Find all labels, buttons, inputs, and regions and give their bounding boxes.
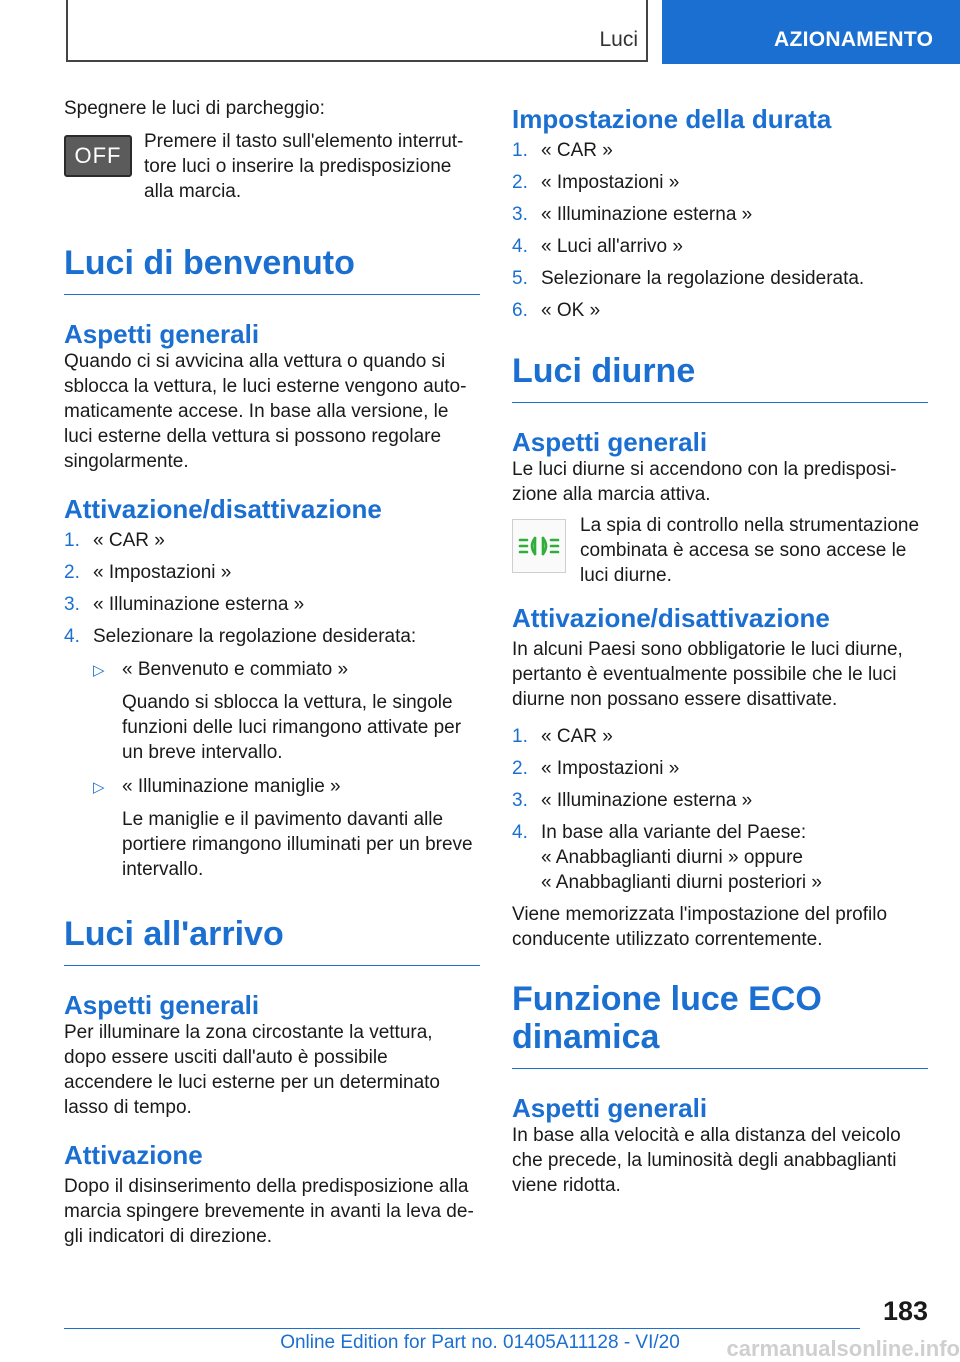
list-item	[512, 788, 928, 813]
step-text: « CAR »	[93, 530, 165, 551]
step-number: 1.	[512, 726, 528, 747]
welcome-lights-title: Luci di benvenuto	[64, 244, 480, 295]
eco-general-text: In base alla velocità e alla distanza del veicolo che precede, la luminosità degli anabbaglianti viene ridotta.	[512, 1125, 901, 1196]
step-number: 3.	[64, 594, 80, 615]
welcome-general-text: Quando ci si avvicina alla vettura o quando si sblocca la vettura, le luci esterne vengono automaticamente accese. In base alla versione, le luci esterne della vettura si possono regolare singolarmente.	[64, 351, 467, 472]
list-item	[512, 298, 928, 323]
step-text: Selezionare la regolazione desiderata.	[541, 268, 865, 289]
option-label: « Benvenuto e commiato »	[122, 659, 349, 680]
step-text: « Impostazioni »	[93, 562, 232, 583]
list-item	[512, 170, 928, 195]
parking-lights-intro: Spegnere le luci di parcheggio:	[64, 98, 325, 119]
header-section-title: Luci	[599, 28, 638, 51]
step-text: Selezionare la regolazione desiderata:	[93, 626, 417, 647]
step-text: « CAR »	[541, 726, 613, 747]
step-number: 3.	[512, 204, 528, 225]
list-item	[512, 202, 928, 227]
triangle-bullet-icon: ▷	[93, 662, 105, 679]
step-text-option: « Anabbaglianti diurni posteriori »	[541, 872, 822, 893]
step-text: « Luci all'arrivo »	[541, 236, 683, 257]
step-number: 2.	[64, 562, 80, 583]
daytime-steps-list	[512, 724, 928, 895]
list-item	[512, 820, 928, 895]
eco-light-title: Funzione luce ECO dinamica	[512, 980, 928, 1069]
arrival-lights-title: Luci all'arrivo	[64, 915, 480, 966]
header-chapter-tab: AZIONAMENTO	[662, 0, 960, 64]
step-number: 2.	[512, 758, 528, 779]
step-text: « Impostazioni »	[541, 758, 680, 779]
step-number: 5.	[512, 268, 528, 289]
step-text: « Illuminazione esterna »	[93, 594, 305, 615]
list-item	[512, 138, 928, 163]
step-text: « Illuminazione esterna »	[541, 790, 753, 811]
daytime-general-title: Aspetti generali	[512, 427, 708, 457]
step-text: « Impostazioni »	[541, 172, 680, 193]
option-description: Le maniglie e il pavimento davanti alle portiere rimangono illuminati per un breve intervallo.	[122, 809, 473, 880]
arrival-activation-title: Attivazione	[64, 1140, 203, 1170]
arrival-general-text: Per illuminare la zona circostante la vettura, dopo essere usciti dall'auto è possibile accendere le luci esterne per un determinato lasso di tempo.	[64, 1022, 441, 1118]
step-number: 1.	[64, 530, 80, 551]
daytime-running-lights-icon	[512, 519, 566, 573]
step-number: 4.	[512, 236, 528, 257]
option-description: Quando si sblocca la vettura, le singole funzioni delle luci rimangono attivate per un breve intervallo.	[122, 692, 462, 763]
left-column	[64, 96, 480, 1249]
step-text-option: « Anabbaglianti diurni » oppure	[541, 847, 803, 868]
welcome-steps-list	[64, 528, 480, 882]
eco-general-title: Aspetti generali	[512, 1093, 708, 1123]
step-number: 6.	[512, 300, 528, 321]
step-number: 4.	[64, 626, 80, 647]
welcome-options-list	[93, 657, 480, 882]
drl-indicator-note	[512, 513, 928, 588]
step-text: « OK »	[541, 300, 601, 321]
option-label: « Illuminazione maniglie »	[122, 776, 341, 797]
arrival-general-title: Aspetti generali	[64, 990, 260, 1020]
daytime-activation-text: In alcuni Paesi sono obbligatorie le luci diurne, pertanto è eventualmente possibile che le luci diurne non possano essere disattivate.	[512, 639, 903, 710]
off-instruction	[64, 129, 480, 204]
daytime-activation-title: Attivazione/disattivazione	[512, 603, 830, 633]
list-item	[64, 528, 480, 553]
footer-divider	[64, 1328, 860, 1329]
step-number: 4.	[512, 822, 528, 843]
list-item	[512, 234, 928, 259]
step-number: 3.	[512, 790, 528, 811]
list-item	[64, 592, 480, 617]
daytime-general-text: Le luci diurne si accendono con la predisposizione alla marcia attiva.	[512, 459, 897, 505]
daytime-memo-text: Viene memorizzata l'impostazione del profilo conducente utilizzato correntemente.	[512, 904, 888, 950]
list-item	[93, 657, 480, 765]
footer-edition: Online Edition for Part no. 01405A11128 - VI/20	[280, 1332, 680, 1353]
off-button-icon: OFF	[64, 135, 132, 177]
daytime-lights-title: Luci diurne	[512, 352, 928, 403]
list-item	[512, 724, 928, 749]
page-number: 183	[882, 1296, 928, 1326]
step-text: In base alla variante del Paese:	[541, 822, 807, 843]
step-number: 2.	[512, 172, 528, 193]
header-frame	[66, 0, 648, 62]
list-item	[512, 756, 928, 781]
list-item	[64, 560, 480, 585]
triangle-bullet-icon: ▷	[93, 779, 105, 796]
list-item	[512, 266, 928, 291]
step-number: 1.	[512, 140, 528, 161]
arrival-activation-text: Dopo il disinserimento della predisposizione alla marcia spingere brevemente in avanti la leva degli indicatori di direzione.	[64, 1176, 474, 1247]
welcome-general-title: Aspetti generali	[64, 319, 260, 349]
step-text: « CAR »	[541, 140, 613, 161]
duration-title: Impostazione della durata	[512, 104, 832, 134]
welcome-activation-title: Attivazione/disattivazione	[64, 494, 382, 524]
list-item	[64, 624, 480, 882]
list-item	[93, 774, 480, 882]
right-column	[512, 96, 928, 1198]
duration-steps-list	[512, 138, 928, 323]
off-instruction-text: Premere il tasto sull'elemento interruttore luci o inserire la predisposizione alla marcia.	[144, 131, 464, 202]
watermark: carmanualsonline.info	[726, 1336, 960, 1361]
step-text: « Illuminazione esterna »	[541, 204, 753, 225]
drl-indicator-text: La spia di controllo nella strumentazione combinata è accesa se sono accese le luci diurne.	[580, 515, 920, 586]
